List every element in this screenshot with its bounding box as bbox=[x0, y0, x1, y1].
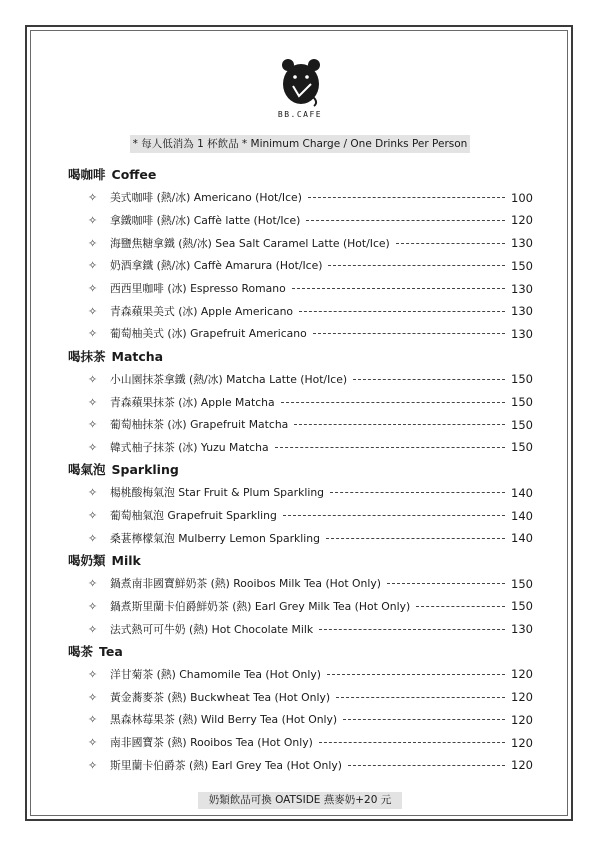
menu-item bbox=[88, 665, 533, 683]
menu-item bbox=[88, 529, 533, 547]
dotted-leader bbox=[275, 447, 505, 448]
dotted-leader bbox=[281, 402, 505, 403]
menu-item-price: 150 bbox=[511, 395, 533, 409]
category-heading bbox=[68, 461, 179, 479]
menu-item-price: 140 bbox=[511, 485, 533, 500]
menu-item-name: 西西里咖啡 (冰) Espresso Romano bbox=[110, 282, 286, 295]
sparkle-bullet-icon: ✧ bbox=[88, 372, 98, 386]
minimum-charge-notice: * 每人低消為 1 杯飲品 * Minimum Charge / One Drinks Per Person bbox=[130, 135, 470, 153]
menu-item-price: 150 bbox=[511, 417, 533, 432]
menu-item bbox=[88, 189, 533, 207]
menu-item bbox=[88, 756, 533, 774]
dotted-leader bbox=[353, 379, 505, 380]
menu-item bbox=[88, 370, 533, 388]
menu-item-name: 青森蘋果抹茶 (冰) Apple Matcha bbox=[110, 395, 275, 409]
menu-item bbox=[88, 325, 533, 343]
dotted-leader bbox=[328, 265, 505, 266]
menu-item-name: 拿鐵咖啡 (熱/冰) Caffè latte (Hot/Ice) bbox=[110, 213, 301, 227]
menu-item-price: 130 bbox=[511, 326, 533, 341]
menu-item-name: 韓式柚子抹茶 (冰) Yuzu Matcha bbox=[110, 440, 269, 454]
menu-item bbox=[88, 507, 533, 525]
category-heading bbox=[68, 166, 156, 184]
category-zh: 喝咖啡 bbox=[68, 167, 106, 182]
sparkle-bullet-icon: ✧ bbox=[88, 418, 98, 432]
menu-item bbox=[88, 302, 533, 320]
dotted-leader bbox=[327, 674, 505, 675]
dotted-leader bbox=[308, 197, 505, 198]
sparkle-bullet-icon: ✧ bbox=[88, 440, 98, 454]
menu-item-name: 海鹽焦糖拿鐵 (熱/冰) Sea Salt Caramel Latte (Hot/Ice) bbox=[110, 236, 390, 250]
category-en: Sparkling bbox=[111, 462, 179, 478]
dotted-leader bbox=[292, 288, 505, 289]
menu-item-price: 130 bbox=[511, 236, 533, 251]
menu-item-name: 葡萄柚氣泡 Grapefruit Sparkling bbox=[110, 509, 277, 522]
dotted-leader bbox=[283, 515, 505, 516]
sparkle-bullet-icon: ✧ bbox=[88, 599, 98, 613]
menu-item bbox=[88, 620, 533, 638]
sparkle-bullet-icon: ✧ bbox=[88, 713, 98, 727]
brand-logo-text: BB.CAFE bbox=[277, 110, 323, 119]
menu-item-price: 120 bbox=[511, 667, 533, 682]
menu-item bbox=[88, 597, 533, 615]
menu-item-price: 100 bbox=[511, 190, 533, 205]
menu-item-name: 斯里蘭卡伯爵茶 (熱) Earl Grey Tea (Hot Only) bbox=[110, 758, 342, 772]
menu-item-price: 150 bbox=[511, 599, 533, 614]
sparkle-bullet-icon: ✧ bbox=[88, 259, 98, 273]
menu-item bbox=[88, 734, 533, 752]
dotted-leader bbox=[330, 492, 505, 493]
sparkle-bullet-icon: ✧ bbox=[88, 690, 98, 704]
menu-item-name: 鍋煮斯里蘭卡伯爵鮮奶茶 (熱) Earl Grey Milk Tea (Hot Only) bbox=[110, 599, 411, 613]
dotted-leader bbox=[294, 424, 505, 425]
sparkle-bullet-icon: ✧ bbox=[88, 531, 98, 545]
menu-item bbox=[88, 257, 533, 275]
menu-item-name: 小山園抹茶拿鐵 (熱/冰) Matcha Latte (Hot/Ice) bbox=[110, 372, 348, 386]
category-en: Matcha bbox=[111, 348, 164, 364]
menu-item bbox=[88, 416, 533, 434]
menu-item-name: 奶酒拿鐵 (熱/冰) Caffè Amarura (Hot/Ice) bbox=[110, 259, 323, 273]
menu-item-name: 洋甘菊茶 (熱) Chamomile Tea (Hot Only) bbox=[110, 667, 321, 681]
menu-item-price: 150 bbox=[511, 372, 533, 387]
sparkle-bullet-icon: ✧ bbox=[88, 509, 98, 522]
sparkle-bullet-icon: ✧ bbox=[88, 622, 98, 636]
category-heading bbox=[68, 643, 123, 661]
menu-item bbox=[88, 438, 533, 456]
menu-item-price: 140 bbox=[511, 508, 533, 523]
category-heading bbox=[68, 552, 141, 570]
oat-milk-note: 奶類飲品可換 OATSIDE 燕麥奶+20 元 bbox=[198, 792, 402, 809]
menu-item-price: 120 bbox=[511, 758, 533, 773]
category-zh: 喝茶 bbox=[68, 643, 94, 659]
menu-item-price: 150 bbox=[511, 440, 533, 455]
sparkle-bullet-icon: ✧ bbox=[88, 667, 98, 681]
menu-item-price: 140 bbox=[511, 531, 533, 546]
sparkle-bullet-icon: ✧ bbox=[88, 213, 98, 227]
menu-item-price: 150 bbox=[511, 258, 533, 273]
category-heading bbox=[68, 348, 163, 366]
dotted-leader bbox=[313, 333, 505, 334]
menu-item-name: 桑葚檸檬氣泡 Mulberry Lemon Sparkling bbox=[110, 531, 320, 545]
menu-item-price: 120 bbox=[511, 213, 533, 228]
menu-item-price: 130 bbox=[511, 304, 533, 319]
category-en: Coffee bbox=[111, 167, 157, 182]
sparkle-bullet-icon: ✧ bbox=[88, 577, 98, 591]
menu-item-name: 葡萄柚抹茶 (冰) Grapefruit Matcha bbox=[110, 418, 289, 432]
category-zh: 喝氣泡 bbox=[68, 462, 106, 478]
menu-item-name: 葡萄柚美式 (冰) Grapefruit Americano bbox=[110, 327, 307, 341]
dotted-leader bbox=[396, 243, 505, 244]
menu-item-price: 150 bbox=[511, 576, 533, 591]
sparkle-bullet-icon: ✧ bbox=[88, 282, 98, 295]
menu-item bbox=[88, 280, 533, 298]
menu-item bbox=[88, 211, 533, 229]
sparkle-bullet-icon: ✧ bbox=[88, 236, 98, 250]
dotted-leader bbox=[343, 719, 505, 720]
sparkle-bullet-icon: ✧ bbox=[88, 304, 98, 318]
menu-item bbox=[88, 711, 533, 729]
menu-item-name: 青森蘋果美式 (冰) Apple Americano bbox=[110, 304, 294, 318]
menu-item-price: 120 bbox=[511, 712, 533, 727]
sparkle-bullet-icon: ✧ bbox=[88, 758, 98, 772]
dotted-leader bbox=[336, 697, 505, 698]
menu-item-price: 120 bbox=[511, 735, 533, 750]
menu-item-name: 南非國寶茶 (熱) Rooibos Tea (Hot Only) bbox=[110, 736, 313, 749]
dotted-leader bbox=[416, 606, 505, 607]
menu-item-price: 120 bbox=[511, 690, 533, 705]
menu-item bbox=[88, 393, 533, 411]
menu-item-name: 法式熱可可牛奶 (熱) Hot Chocolate Milk bbox=[110, 622, 314, 636]
sparkle-bullet-icon: ✧ bbox=[88, 395, 98, 409]
menu-item bbox=[88, 234, 533, 252]
dotted-leader bbox=[387, 583, 505, 584]
sparkle-bullet-icon: ✧ bbox=[88, 486, 98, 500]
menu-item-price: 130 bbox=[511, 281, 533, 296]
menu-item-name: 鍋煮南非國寶鮮奶茶 (熱) Rooibos Milk Tea (Hot Only) bbox=[110, 577, 381, 591]
dotted-leader bbox=[348, 765, 505, 766]
sparkle-bullet-icon: ✧ bbox=[88, 327, 98, 341]
menu-item bbox=[88, 575, 533, 593]
category-zh: 喝奶類 bbox=[68, 552, 106, 568]
sparkle-bullet-icon: ✧ bbox=[88, 191, 98, 205]
dotted-leader bbox=[299, 311, 505, 312]
category-zh: 喝抹茶 bbox=[68, 348, 106, 364]
dotted-leader bbox=[306, 220, 505, 221]
category-en: Tea bbox=[99, 643, 123, 659]
menu-item bbox=[88, 484, 533, 502]
menu-item-name: 美式咖啡 (熱/冰) Americano (Hot/Ice) bbox=[110, 191, 302, 205]
menu-item-price: 130 bbox=[511, 622, 533, 636]
dotted-leader bbox=[319, 629, 505, 630]
sparkle-bullet-icon: ✧ bbox=[88, 736, 98, 749]
menu-item-name: 黃金蕎麥茶 (熱) Buckwheat Tea (Hot Only) bbox=[110, 690, 331, 704]
menu-item bbox=[88, 688, 533, 706]
dotted-leader bbox=[326, 538, 505, 539]
dotted-leader bbox=[319, 742, 505, 743]
category-en: Milk bbox=[111, 552, 141, 568]
menu-item-name: 楊桃酸梅氣泡 Star Fruit & Plum Sparkling bbox=[110, 486, 325, 500]
menu-item-name: 黑森林莓果茶 (熱) Wild Berry Tea (Hot Only) bbox=[110, 713, 338, 727]
